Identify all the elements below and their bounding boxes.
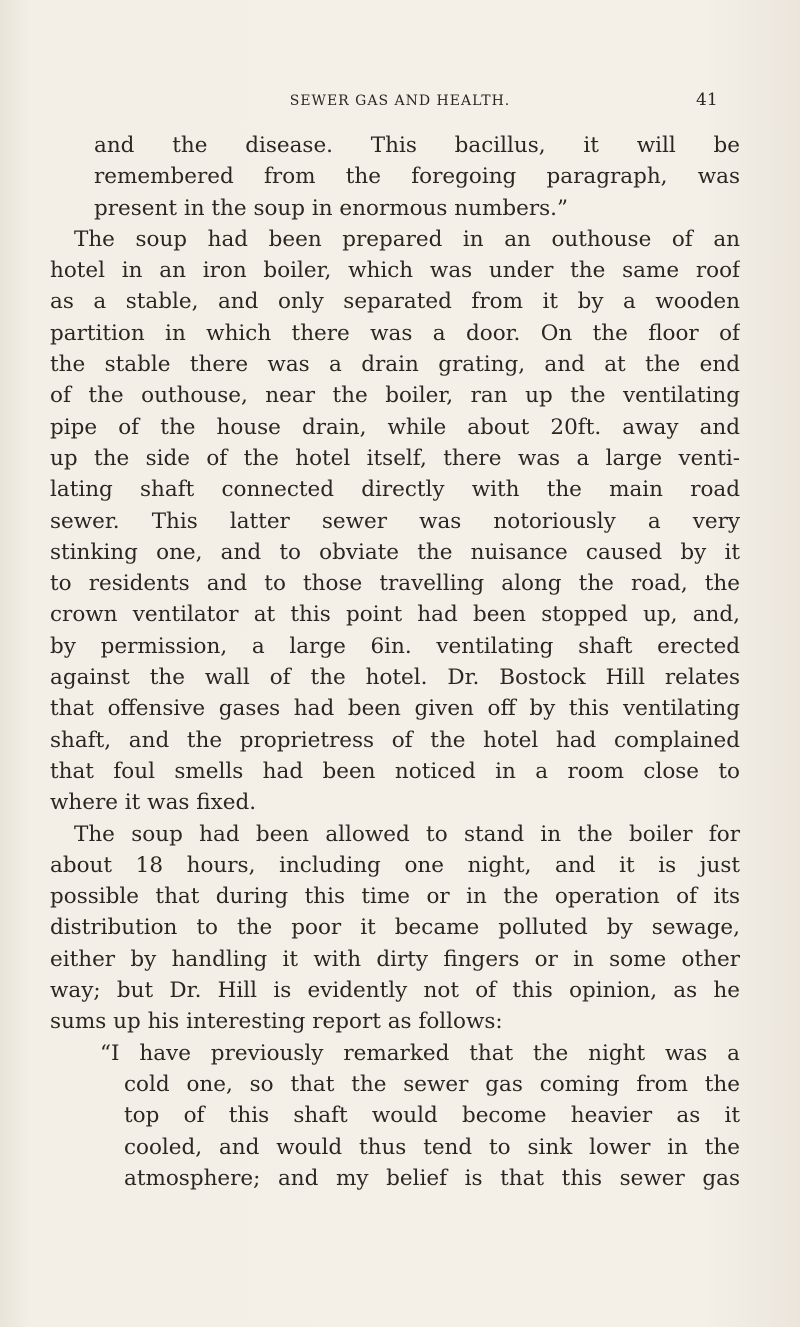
text-line: and the disease. This bacillus, it will be [94, 133, 740, 158]
text-line: shaft, and the proprietress of the hotel had complained [50, 727, 740, 753]
text-line: way; but Dr. Hill is evidently not of this opinion, as he [50, 978, 740, 1004]
text-line: present in the soup in enormous numbers.” [94, 195, 568, 221]
text-line: remembered from the foregoing paragraph, was [94, 164, 740, 190]
text-line: as a stable, and only separated from it by a wooden [50, 289, 740, 315]
text-line: where it was fixed. [50, 790, 257, 816]
text-line: The soup had been allowed to stand in the boiler for [74, 821, 740, 847]
text-line: sums up his interesting report as follows: [50, 1009, 503, 1035]
text-line: against the wall of the hotel. Dr. Bostock Hill relates [50, 665, 740, 691]
text-line: crown ventilator at this point had been stopped up, and, [50, 602, 740, 628]
text-line: of the outhouse, near the boiler, ran up the ventilating [50, 383, 740, 409]
text-line: that foul smells had been noticed in a room close to [50, 758, 740, 784]
text-line: the stable there was a drain grating, and at the end [50, 352, 740, 378]
page-header [0, 90, 800, 112]
text-line: partition in which there was a door. On the floor of [50, 320, 740, 346]
quote-line: “I have previously remarked that the night was a [100, 1040, 740, 1066]
text-line: up the side of the hotel itself, there was a large venti- [50, 445, 740, 471]
text-line: stinking one, and to obviate the nuisance caused by it [50, 539, 740, 565]
text-line: either by handling it with dirty fingers or in some other [50, 946, 740, 972]
text-line: that offensive gases had been given off by this ventilating [50, 696, 740, 722]
quote-line: cold one, so that the sewer gas coming from the [124, 1071, 740, 1097]
running-title: SEWER GAS AND HEALTH. [289, 93, 511, 109]
text-line: to residents and to those travelling along the road, the [50, 571, 740, 597]
quote-line: atmosphere; and my belief is that this sewer gas [124, 1165, 740, 1191]
text-line: pipe of the house drain, while about 20ft. away and [50, 414, 740, 440]
text-line: hotel in an iron boiler, which was under the same roof [50, 258, 740, 284]
text-line: distribution to the poor it became polluted by sewage, [50, 915, 740, 941]
body-text [50, 130, 740, 1194]
text-line: possible that during this time or in the operation of its [50, 884, 740, 910]
text-line: sewer. This latter sewer was notoriously a very [50, 508, 740, 534]
text-line: by permission, a large 6in. ventilating shaft erected [50, 633, 740, 659]
text-line: about 18 hours, including one night, and it is just [50, 852, 740, 878]
page-number: 41 [696, 90, 718, 110]
text-line: lating shaft connected directly with the main road [50, 477, 740, 503]
quote-line: cooled, and would thus tend to sink lower in the [124, 1134, 740, 1160]
quote-line: top of this shaft would become heavier as it [124, 1103, 740, 1129]
text-line: The soup had been prepared in an outhouse of an [74, 226, 740, 252]
